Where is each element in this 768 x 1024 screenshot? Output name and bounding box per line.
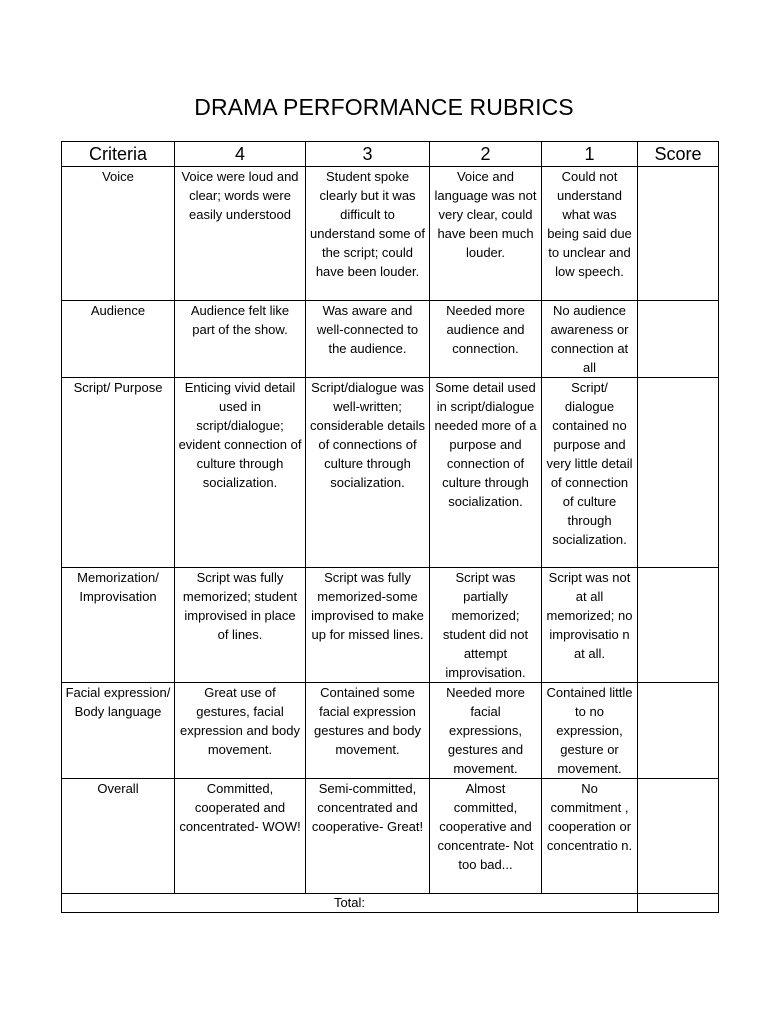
level-3-cell: Script was fully memorized-some improvised to make up for missed lines. [306, 568, 430, 683]
level-4-cell: Committed, cooperated and concentrated- WOW! [175, 779, 306, 894]
level-2-cell: Almost committed, cooperative and concentrate- Not too bad... [430, 779, 542, 894]
level-1-cell: No audience awareness or connection at all [542, 301, 638, 378]
total-label: Total: [62, 894, 638, 913]
level-1-cell: Could not understand what was being said due to unclear and low speech. [542, 167, 638, 301]
level-2-cell: Some detail used in script/dialogue needed more of a purpose and connection of culture through socialization. [430, 378, 542, 568]
header-score-3: 3 [306, 142, 430, 167]
level-3-cell: Was aware and well-connected to the audience. [306, 301, 430, 378]
level-2-cell: Needed more facial expressions, gestures and movement. [430, 683, 542, 779]
criteria-cell: Memorization/ Improvisation [62, 568, 175, 683]
level-1-cell: No commitment , cooperation or concentratio n. [542, 779, 638, 894]
score-cell[interactable] [638, 683, 719, 779]
level-3-cell: Contained some facial expression gestures and body movement. [306, 683, 430, 779]
score-cell[interactable] [638, 167, 719, 301]
header-score: Score [638, 142, 719, 167]
score-cell[interactable] [638, 301, 719, 378]
table-row [62, 779, 719, 894]
document-title: DRAMA PERFORMANCE RUBRICS [194, 94, 574, 120]
table-row [62, 301, 719, 378]
level-1-cell: Script was not at all memorized; no improvisatio n at all. [542, 568, 638, 683]
level-2-cell: Needed more audience and connection. [430, 301, 542, 378]
header-criteria: Criteria [62, 142, 175, 167]
total-row [62, 894, 719, 913]
total-score-cell[interactable] [638, 894, 719, 913]
header-row [62, 142, 719, 167]
table-row [62, 683, 719, 779]
table-row [62, 378, 719, 568]
level-4-cell: Script was fully memorized; student improvised in place of lines. [175, 568, 306, 683]
level-3-cell: Student spoke clearly but it was difficult to understand some of the script; could have been louder. [306, 167, 430, 301]
header-score-4: 4 [175, 142, 306, 167]
score-cell[interactable] [638, 378, 719, 568]
criteria-cell: Overall [62, 779, 175, 894]
criteria-cell: Facial expression/ Body language [62, 683, 175, 779]
criteria-cell: Audience [62, 301, 175, 378]
level-2-cell: Voice and language was not very clear, could have been much louder. [430, 167, 542, 301]
level-1-cell: Script/ dialogue contained no purpose and very little detail of connection of culture through socialization. [542, 378, 638, 568]
level-1-cell: Contained little to no expression, gesture or movement. [542, 683, 638, 779]
level-4-cell: Great use of gestures, facial expression and body movement. [175, 683, 306, 779]
level-4-cell: Voice were loud and clear; words were easily understood [175, 167, 306, 301]
criteria-cell: Script/ Purpose [62, 378, 175, 568]
table-row [62, 568, 719, 683]
level-2-cell: Script was partially memorized; student did not attempt improvisation. [430, 568, 542, 683]
level-4-cell: Enticing vivid detail used in script/dialogue; evident connection of culture through socialization. [175, 378, 306, 568]
header-score-1: 1 [542, 142, 638, 167]
criteria-cell: Voice [62, 167, 175, 301]
level-4-cell: Audience felt like part of the show. [175, 301, 306, 378]
level-3-cell: Semi-committed, concentrated and cooperative- Great! [306, 779, 430, 894]
score-cell[interactable] [638, 779, 719, 894]
header-score-2: 2 [430, 142, 542, 167]
table-row [62, 167, 719, 301]
level-3-cell: Script/dialogue was well-written; considerable details of connections of culture through socialization. [306, 378, 430, 568]
rubric-table [61, 141, 719, 913]
score-cell[interactable] [638, 568, 719, 683]
